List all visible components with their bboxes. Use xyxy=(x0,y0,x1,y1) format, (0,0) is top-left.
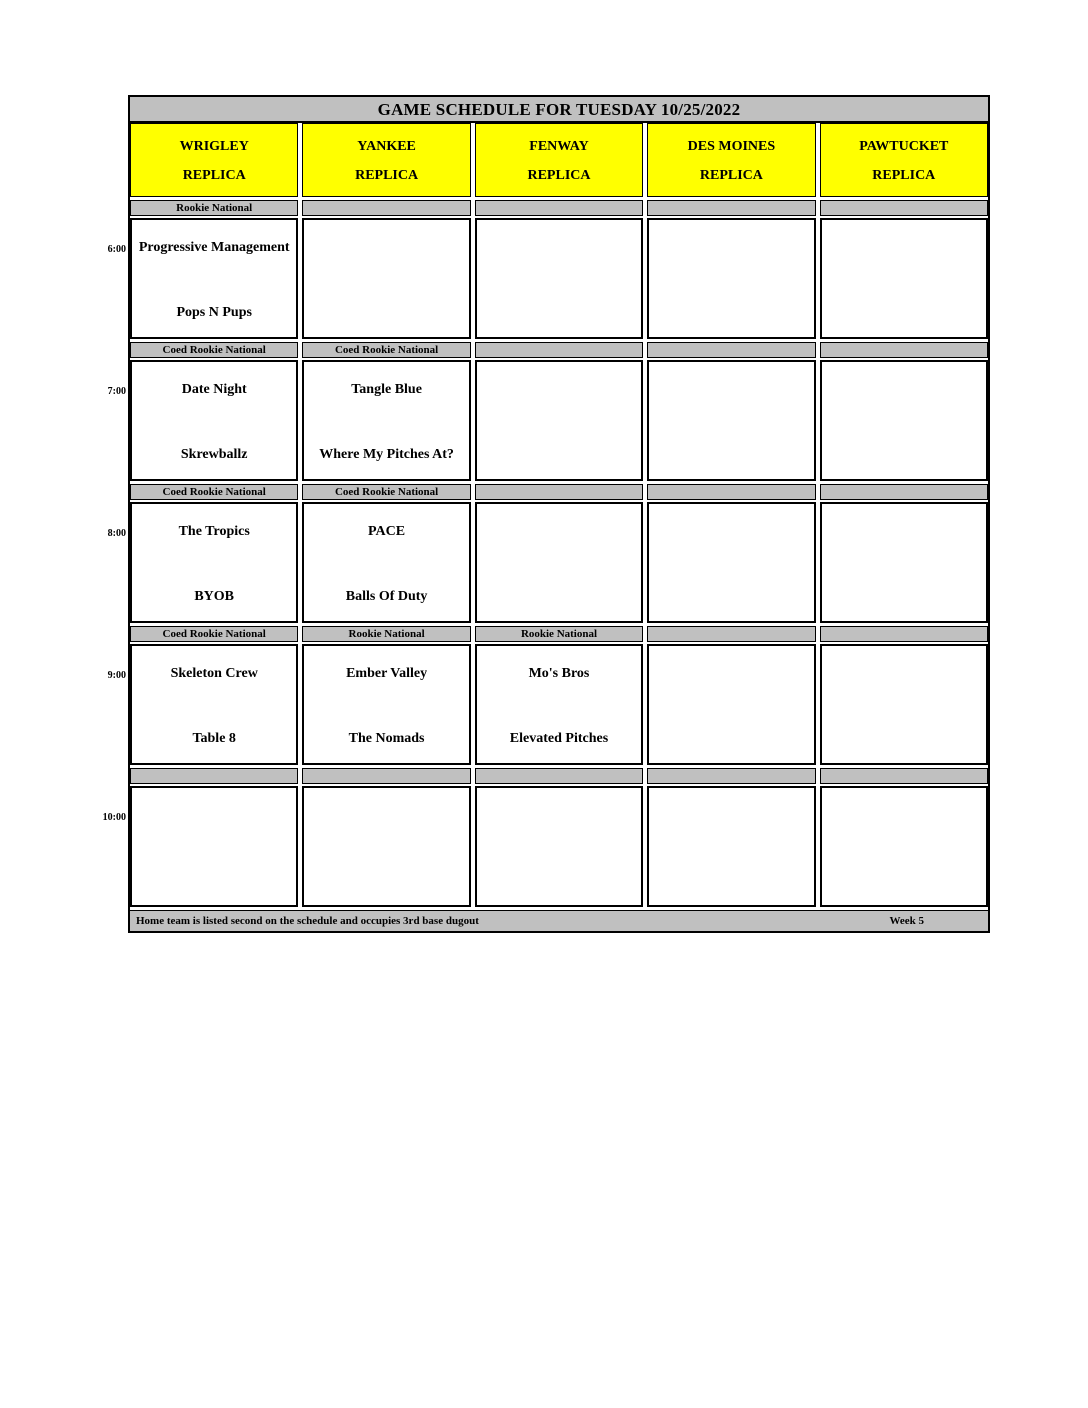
game-cell xyxy=(820,218,988,339)
field-subtitle: REPLICA xyxy=(355,168,419,183)
league-cell xyxy=(820,342,988,358)
team-away-label: Tangle Blue xyxy=(351,382,422,397)
field-header-pawtucket xyxy=(820,123,988,197)
team-home-label: Pops N Pups xyxy=(176,305,252,320)
league-cell: Coed Rookie National xyxy=(302,484,470,500)
league-cell xyxy=(647,342,815,358)
league-cell: Rookie National xyxy=(475,626,643,642)
field-name: PAWTUCKET xyxy=(859,139,949,154)
league-cell xyxy=(647,626,815,642)
team-home-label: The Nomads xyxy=(348,731,425,746)
league-row-800 xyxy=(130,484,988,500)
league-row-1000 xyxy=(130,768,988,784)
field-subtitle: REPLICA xyxy=(527,168,591,183)
time-label: 10:00 xyxy=(102,812,126,823)
league-cell: Coed Rookie National xyxy=(130,626,298,642)
league-cell xyxy=(475,484,643,500)
league-row-900 xyxy=(130,626,988,642)
game-cell xyxy=(647,360,815,481)
game-cell xyxy=(647,218,815,339)
game-row-800 xyxy=(107,502,988,623)
league-cell: Coed Rookie National xyxy=(302,342,470,358)
team-away-label: Mo's Bros xyxy=(528,666,590,681)
game-row-600 xyxy=(107,218,988,339)
league-row-700 xyxy=(130,342,988,358)
league-cell xyxy=(647,200,815,216)
field-name: WRIGLEY xyxy=(179,139,249,154)
game-cell xyxy=(130,786,298,907)
schedule-table xyxy=(102,95,990,933)
game-cell xyxy=(647,502,815,623)
field-header-fenway xyxy=(475,123,643,197)
game-row-900 xyxy=(107,644,988,765)
game-cell xyxy=(302,786,470,907)
league-cell xyxy=(647,768,815,784)
game-cell xyxy=(647,786,815,907)
field-subtitle: REPLICA xyxy=(872,168,936,183)
league-cell xyxy=(302,200,470,216)
game-cell xyxy=(820,786,988,907)
field-name: YANKEE xyxy=(357,139,416,154)
league-cell xyxy=(820,626,988,642)
home-team-note: Home team is listed second on the schedule and occupies 3rd base dugout xyxy=(136,915,479,927)
team-home-label: BYOB xyxy=(194,589,235,604)
league-cell xyxy=(302,768,470,784)
game-cell xyxy=(130,644,298,765)
league-cell xyxy=(820,484,988,500)
time-label: 7:00 xyxy=(107,386,126,397)
field-header-des-moines xyxy=(647,123,815,197)
league-cell xyxy=(130,768,298,784)
team-home-label: Skrewballz xyxy=(180,447,248,462)
league-cell: Coed Rookie National xyxy=(130,342,298,358)
footer-bar xyxy=(130,910,988,931)
team-away-label: Date Night xyxy=(181,382,247,397)
schedule-title: GAME SCHEDULE FOR TUESDAY 10/25/2022 xyxy=(130,97,988,123)
game-cell xyxy=(302,502,470,623)
game-cell xyxy=(475,786,643,907)
game-cell xyxy=(647,644,815,765)
game-cell xyxy=(302,360,470,481)
league-cell xyxy=(475,768,643,784)
game-row-700 xyxy=(107,360,988,481)
field-header-row xyxy=(130,123,988,197)
time-label: 8:00 xyxy=(107,528,126,539)
league-row-600 xyxy=(130,200,988,216)
team-home-label: Where My Pitches At? xyxy=(319,447,454,462)
game-cell xyxy=(130,218,298,339)
league-cell xyxy=(820,768,988,784)
league-cell xyxy=(475,342,643,358)
game-cell xyxy=(820,644,988,765)
team-home-label: Elevated Pitches xyxy=(509,731,609,746)
game-cell xyxy=(302,644,470,765)
team-away-label: Progressive Management xyxy=(138,240,290,255)
team-home-label: Table 8 xyxy=(192,731,236,746)
time-label: 9:00 xyxy=(107,670,126,681)
field-header-yankee xyxy=(302,123,470,197)
league-cell: Coed Rookie National xyxy=(130,484,298,500)
league-cell xyxy=(475,200,643,216)
team-away-label: The Tropics xyxy=(178,524,250,539)
game-cell xyxy=(820,502,988,623)
game-cell xyxy=(130,502,298,623)
league-cell: Rookie National xyxy=(302,626,470,642)
field-name: FENWAY xyxy=(529,139,589,154)
game-cell xyxy=(302,218,470,339)
game-cell xyxy=(130,360,298,481)
team-home-label: Balls Of Duty xyxy=(345,589,428,604)
league-cell xyxy=(647,484,815,500)
field-header-wrigley xyxy=(130,123,298,197)
team-away-label: Skeleton Crew xyxy=(170,666,258,681)
team-away-label: Ember Valley xyxy=(346,666,428,681)
field-subtitle: REPLICA xyxy=(182,168,246,183)
league-cell: Rookie National xyxy=(130,200,298,216)
game-cell xyxy=(475,218,643,339)
time-label: 6:00 xyxy=(107,244,126,255)
game-cell xyxy=(475,502,643,623)
game-cell xyxy=(475,644,643,765)
league-cell xyxy=(820,200,988,216)
game-cell xyxy=(475,360,643,481)
game-row-1000 xyxy=(102,786,988,907)
week-label: Week 5 xyxy=(889,915,924,927)
game-cell xyxy=(820,360,988,481)
field-name: DES MOINES xyxy=(687,139,776,154)
team-away-label: PACE xyxy=(368,524,406,539)
field-subtitle: REPLICA xyxy=(699,168,763,183)
